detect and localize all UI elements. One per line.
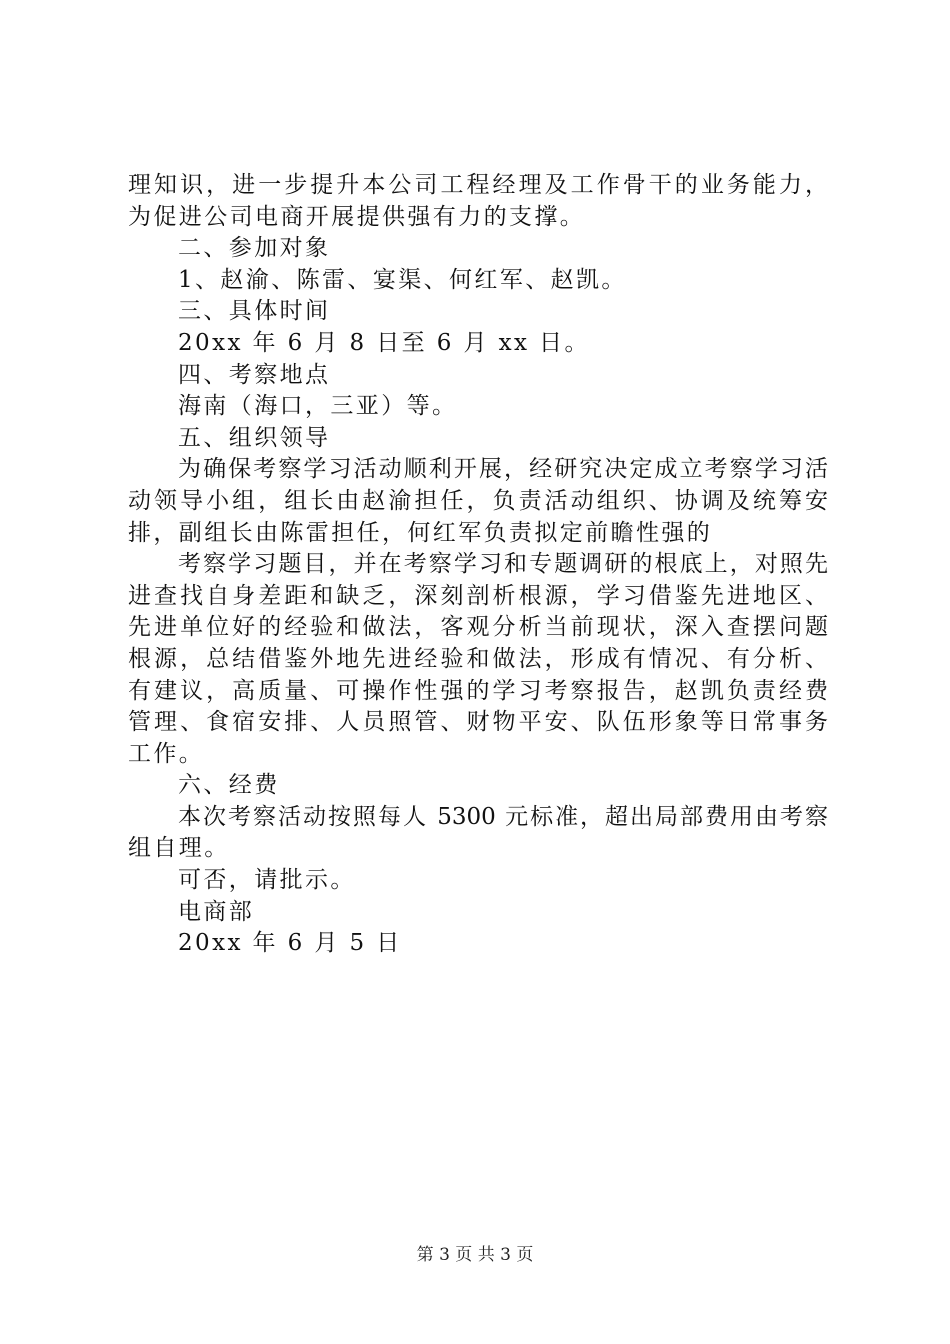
text-line: 电商部 — [178, 898, 255, 925]
text-line: 五、组织领导 — [178, 424, 331, 451]
text-line: 进查找自身差距和缺乏，深刻剖析根源，学习借鉴先进地区、 — [128, 582, 828, 609]
document-body — [128, 170, 828, 960]
text-line: 为确保考察学习活动顺利开展，经研究决定成立考察学习活 — [178, 456, 828, 483]
text-line: 先进单位好的经验和做法，客观分析当前现状，深入查摆问题 — [128, 614, 828, 641]
text-line: 排，副组长由陈雷担任，何红军负责拟定前瞻性强的 — [128, 519, 713, 546]
text-line: 六、经费 — [178, 772, 280, 799]
text-line: 考察学习题目，并在考察学习和专题调研的根底上，对照先 — [178, 551, 828, 578]
text-line: 工作。 — [128, 740, 205, 767]
text-line: 根源，总结借鉴外地先进经验和做法，形成有情况、有分析、 — [128, 645, 828, 672]
text-line: 组自理。 — [128, 835, 230, 862]
text-line: 为促进公司电商开展提供强有力的支撑。 — [128, 203, 586, 230]
text-line: 动领导小组，组长由赵渝担任，负责活动组织、协调及统筹安 — [128, 487, 828, 514]
text-line: 20xx 年 6 月 5 日 — [178, 930, 402, 957]
text-line: 海南（海口，三亚）等。 — [178, 393, 458, 420]
text-line: 可否，请批示。 — [178, 867, 356, 894]
text-line: 四、考察地点 — [178, 361, 331, 388]
text-line: 1、赵渝、陈雷、宴渠、何红军、赵凯。 — [178, 266, 627, 293]
text-line: 二、参加对象 — [178, 235, 331, 262]
text-line: 理知识，进一步提升本公司工程经理及工作骨干的业务能力， — [128, 172, 828, 198]
text-line: 20xx 年 6 月 8 日至 6 月 xx 日。 — [178, 329, 590, 356]
text-line: 有建议，高质量、可操作性强的学习考察报告，赵凯负责经费 — [128, 677, 828, 704]
text-line: 三、具体时间 — [178, 298, 331, 325]
page-footer: 第 3 页 共 3 页 — [416, 1245, 534, 1265]
text-line: 本次考察活动按照每人 5300 元标准，超出局部费用由考察 — [178, 803, 828, 830]
text-line: 管理、食宿安排、人员照管、财物平安、队伍形象等日常事务 — [128, 709, 828, 736]
